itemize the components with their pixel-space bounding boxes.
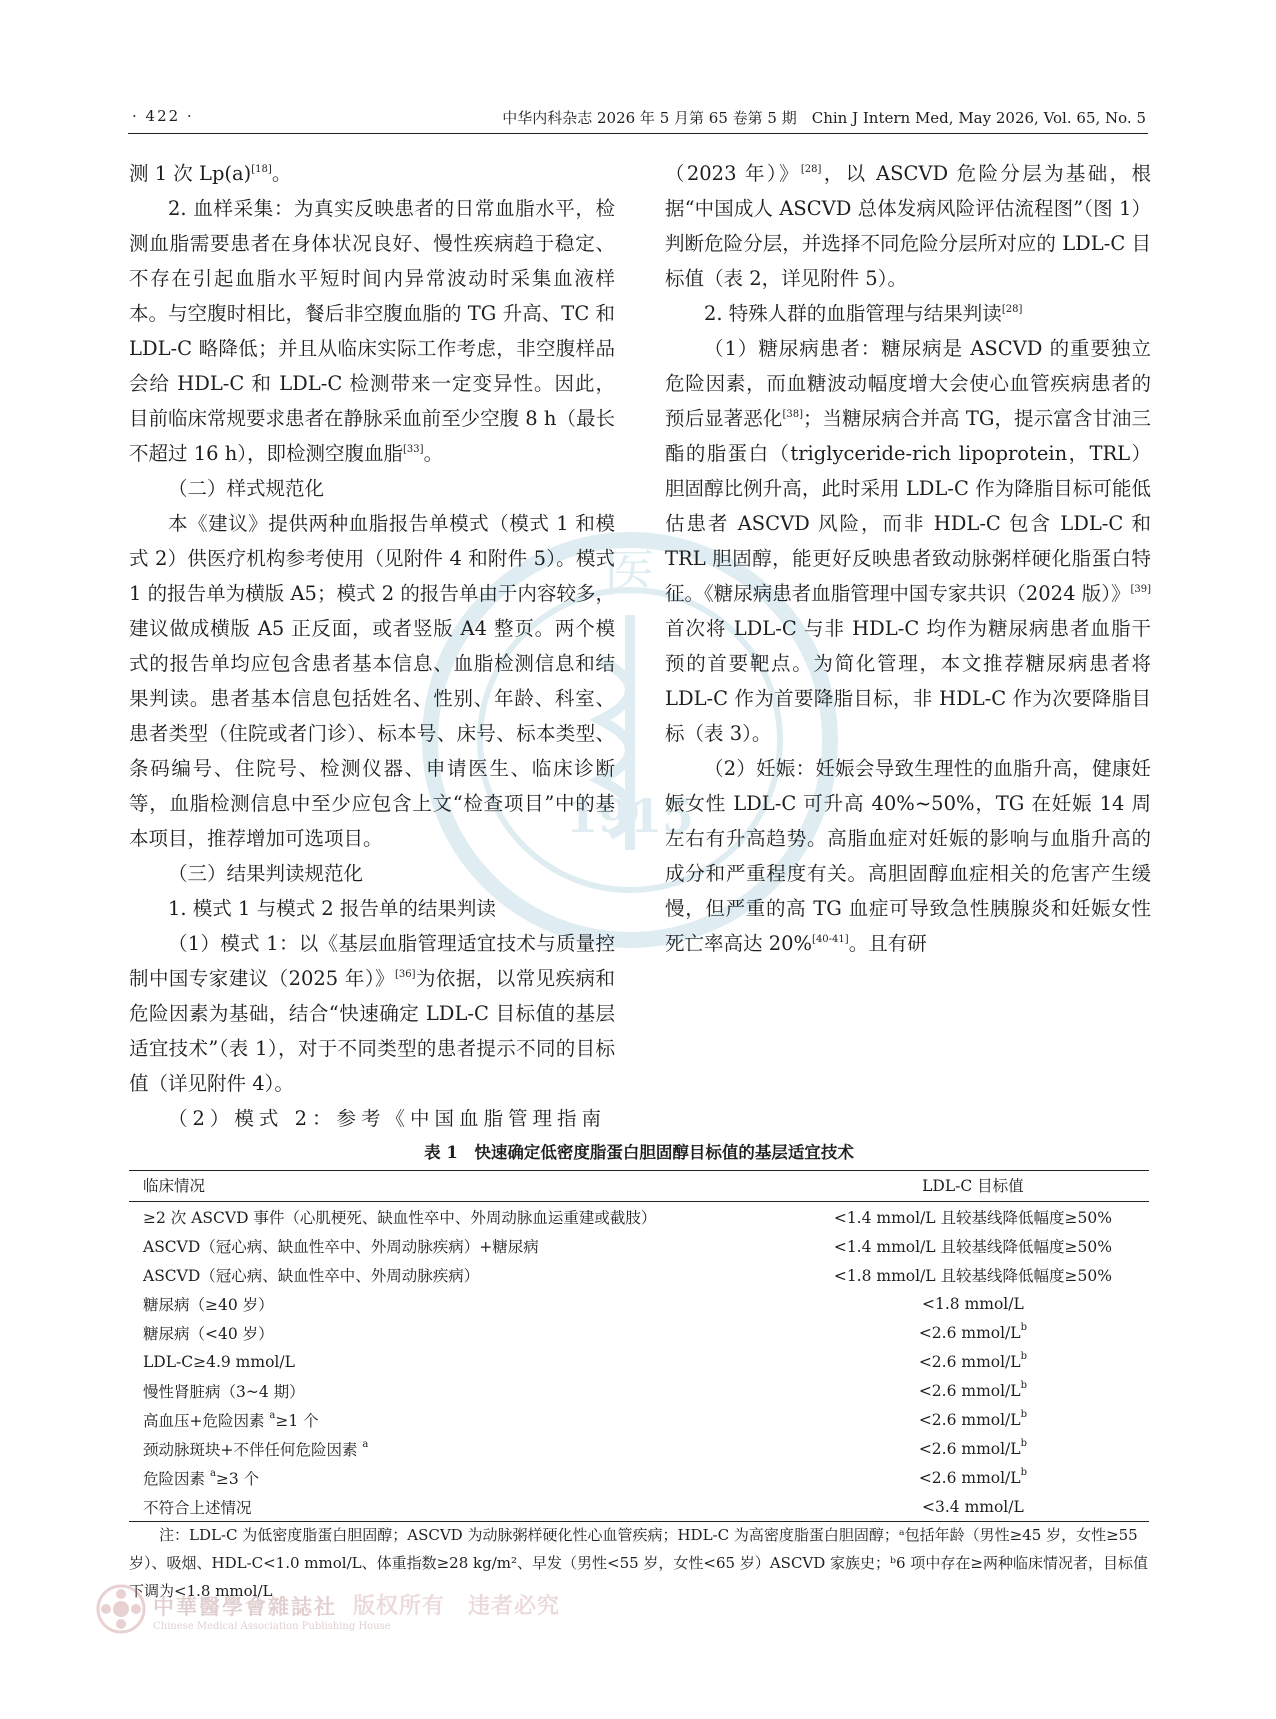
header-ldl-target: LDL-C 目标值 — [797, 1171, 1149, 1202]
left-column — [129, 156, 615, 1136]
para-pregnancy: （2）妊娠：妊娠会导致生理性的血脂升高，健康妊娠女性 LDL-C 可升高 40%~50%，TG 在妊娠 14 周左右有升高趋势。高脂血症对妊娠的影响与血脂升高的成分和严重程度有关。高胆固醇血症相关的危害产生缓慢，但严重的高 TG 血症可导致急性胰腺炎和妊娠女性死亡率高达 20%[40-41]。且有研 — [665, 757, 1151, 955]
para-l1: 测 1 次 Lp(a)[18]。 — [129, 162, 292, 185]
publisher-emblem-icon — [95, 1583, 147, 1635]
table-row: 高血压+危险因素 $^a$≥1 个 <2.6 mmol/$L^b$ — [143, 1408, 1027, 1430]
para-diabetes: （1）糖尿病患者：糖尿病是 ASCVD 的重要独立危险因素，而血糖波动幅度增大会使心血管疾病患者的预后显著恶化[38]；当糖尿病合并高 TG，提示富含甘油三酯的脂蛋白（triglyceride-rich lipoprotein，TRL）胆固醇比例升高，此时采用 LDL-C 作为降脂目标可能低估患者 ASCVD 风险，而非 HDL-C 包含 LDL-C 和 TRL 胆固醇，能更好反映患者致动脉粥样硬化脂蛋白特征。《糖尿病患者血脂管理中国专家共识（2024 版）》[39]首次将 LDL-C 与非 HDL-C 均作为糖尿病患者血脂干预的首要靶点。为简化管理，本文推荐糖尿病患者将 LDL-C 作为首要降脂目标，非 HDL-C 作为次要降脂目标（表 3）。 — [665, 337, 1151, 745]
header-clinical-condition: 临床情况 — [129, 1171, 797, 1202]
watermark-year: 1915 — [565, 789, 695, 843]
table-row: ≥2 次 ASCVD 事件（心肌梗死、缺血性卒中、外周动脉血运重建或截肢） <1.4 mmol/L 且较基线降低幅度≥50% — [143, 1208, 1112, 1227]
table-row: ASCVD（冠心病、缺血性卒中、外周动脉疾病）+糖尿病 <1.4 mmol/L 且较基线降低幅度≥50% — [143, 1237, 1112, 1256]
table-row: 不符合上述情况 <3.4 mmol/L — [129, 1492, 1149, 1522]
section-heading-format: （二）样式规范化 — [168, 477, 325, 500]
para-report-formats: 本《建议》提供两种血脂报告单模式（模式 1 和模式 2）供医疗机构参考使用（见附件 4 和附件 5）。模式 1 的报告单为横版 A5；模式 2 的报告单由于内容较多，建议做成横版 A5 正反面，或者竖版 A4 整页。两个模式的报告单均应包含患者基本信息、血脂检测信息和结果判读。患者基本信息包括姓名、性别、年龄、科室、患者类型（住院或者门诊）、标本号、床号、标本类型、条码编号、住院号、检测仪器、申请医生、临床诊断等，血脂检测信息中至少应包含上文“检查项目”中的基本项目，推荐增加可选项目。 — [129, 512, 615, 850]
para-mode-2-start: （2）模式 2：参考《中国血脂管理指南 — [168, 1107, 607, 1130]
para-blood-sampling: 2. 血样采集：为真实反映患者的日常血脂水平，检测血脂需要患者在身体状况良好、慢性疾病趋于稳定、不存在引起血脂水平短时间内异常波动时采集血液样本。与空腹时相比，餐后非空腹血脂的 TG 升高、TC 和 LDL-C 略降低；并且从临床实际工作考虑，非空腹样品会给 HDL-C 和 LDL-C 检测带来一定变异性。因此，目前临床常规要求患者在静脉采血前至少空腹 8 h（最长不超过 16 h），即检测空腹血脂[33]。 — [129, 197, 615, 465]
table-row: 糖尿病（<40 岁） <2.6 mmol/$L^b$ — [143, 1321, 1027, 1343]
table-row: LDL-C≥4.9 mmol/L <2.6 mmol/$L^b$ — [143, 1350, 1027, 1371]
subheading-mode-interpretation: 1. 模式 1 与模式 2 报告单的结果判读 — [168, 897, 496, 920]
right-column — [665, 156, 1151, 961]
copyright-notice: 版权所有 违者必究 — [353, 1593, 561, 1619]
journal-citation: 中华内科杂志 2026 年 5 月第 65 卷第 5 期 Chin J Intern Med, May 2026, Vol. 65, No. 5 — [502, 109, 1146, 127]
table-row: 危险因素 $^a$≥3 个 <2.6 mmol/$L^b$ — [143, 1466, 1027, 1488]
publisher-name-cn: 中華醫學會雜誌社 — [153, 1594, 337, 1619]
table-row: ASCVD（冠心病、缺血性卒中、外周动脉疾病） <1.8 mmol/L 且较基线降低幅度≥50% — [143, 1266, 1112, 1285]
subheading-special-populations: 2. 特殊人群的血脂管理与结果判读[28] — [704, 302, 1023, 325]
table-row: 慢性肾脏病（3~4 期） <2.6 mmol/$L^b$ — [143, 1379, 1027, 1401]
publisher-footer — [95, 1583, 575, 1641]
publisher-name-en: Chinese Medical Association Publishing House — [153, 1621, 391, 1632]
watermark-char: 医 — [603, 545, 657, 605]
page-number: · 422 · — [132, 107, 194, 125]
running-header — [128, 103, 1148, 134]
table-row: 糖尿病（≥40 岁） <1.8 mmol/L — [143, 1294, 1024, 1314]
para-mode-2-cont: （2023 年）》[28]，以 ASCVD 危险分层为基础，根据“中国成人 ASCVD 总体发病风险评估流程图”（图 1）判断危险分层，并选择不同危险分层所对应的 LDL-C 目标值（表 2，详见附件 5）。 — [665, 162, 1151, 290]
section-heading-interpretation: （三）结果判读规范化 — [168, 862, 364, 885]
table-caption: 表 1 快速确定低密度脂蛋白胆固醇目标值的基层适宜技术 — [424, 1143, 854, 1162]
table-footnote: 注：LDL-C 为低密度脂蛋白胆固醇；ASCVD 为动脉粥样硬化性心血管疾病；HDL-C 为高密度脂蛋白胆固醇；ᵃ包括年龄（男性≥45 岁，女性≥55 岁）、吸烟、HDL-C<1.0 mmol/L、体重指数≥28 kg/m²、早发（男性<55 岁，女性<65 岁）ASCVD 家族史；ᵇ6 项中存在≥两种临床情况者，目标值下调为<1.8 mmol/L — [129, 1526, 1148, 1600]
table-header-row — [129, 1171, 1149, 1202]
table-row: 颈动脉斑块+不伴任何危险因素 $^a$ <2.6 mmol/$L^b$ — [143, 1437, 1027, 1459]
para-mode-1: （1）模式 1：以《基层血脂管理适宜技术与质量控制中国专家建议（2025 年）》[36]为依据，以常见疾病和危险因素为基础，结合“快速确定 LDL-C 目标值的基层适宜技术”（表 1），对于不同类型的患者提示不同的目标值（详见附件 4）。 — [129, 932, 615, 1095]
ldl-target-table — [129, 1170, 1149, 1522]
